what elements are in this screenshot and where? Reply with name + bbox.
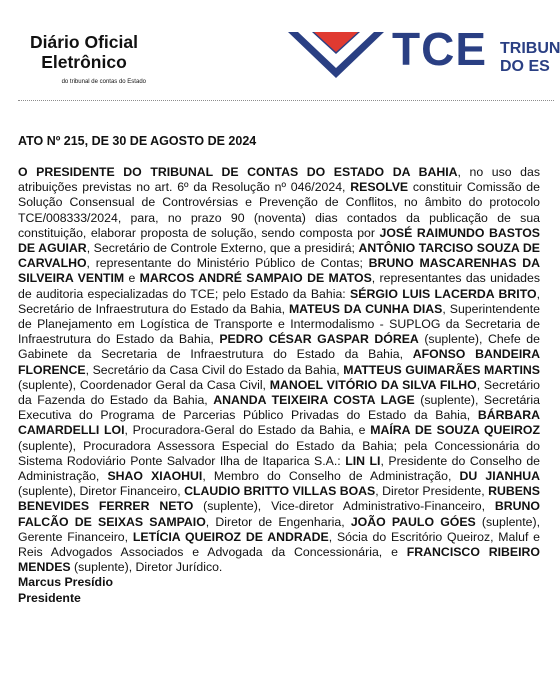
- act-text-segment: (suplente), Coordenador Geral da Casa Civil,: [18, 377, 270, 392]
- tce-logo-text: TCE: [392, 23, 487, 75]
- act-emphasis-text: FRANCISCO RIBEIRO MENDES: [18, 545, 540, 575]
- act-emphasis-text: JOÃO PAULO GÓES: [350, 514, 476, 529]
- act-emphasis-text: JOSÉ RAIMUNDO BASTOS DE AGUIAR: [18, 225, 540, 256]
- act-text-segment: , representantes das unidades de auditoria especializadas do TCE; pelo Estado da Bahia:: [18, 271, 540, 301]
- act-emphasis-text: DU JIANHUA: [459, 469, 541, 484]
- header-divider: [18, 100, 554, 101]
- act-text-segment: , Secretário da Fazenda do Estado da Bahia,: [18, 377, 540, 408]
- act-text-segment: , Procuradora-Geral do Estado da Bahia, e: [124, 423, 371, 438]
- act-emphasis-text: MATTEUS GUIMARÃES MARTINS: [343, 362, 540, 377]
- act-text-segment: , representante do Ministério Público de Contas;: [86, 256, 369, 271]
- diario-oficial-brand: [18, 32, 150, 86]
- act-text-segment: (suplente), Diretor Jurídico.: [70, 560, 223, 575]
- act-text-segment: , Membro do Conselho de Administração,: [202, 469, 460, 484]
- act-text-segment: (suplente), Chefe de Gabinete da Secretaria de Infraestrutura do Estado da Bahia,: [18, 332, 540, 362]
- act-text-segment: , Diretor Presidente,: [375, 484, 489, 499]
- act-title: ATO Nº 215, DE 30 DE AGOSTO DE 2024: [18, 134, 257, 148]
- act-emphasis-text: MATEUS DA CUNHA DIAS: [288, 301, 443, 316]
- tribunal-line1: TRIBUN: [500, 40, 560, 57]
- act-document: [18, 134, 540, 606]
- brand-subtitle: do tribunal de contas do Estado: [61, 79, 146, 85]
- act-emphasis-text: MANOEL VITÓRIO DA SILVA FILHO: [269, 377, 477, 392]
- brand-title-line1: Diário Oficial: [30, 32, 138, 52]
- act-text-segment: , Superintendente de Planejamento em Logística de Transporte e Intermodalismo - SUPLOG da Secretaria de Infraestrutura do Estado da Bahia,: [18, 301, 540, 347]
- act-emphasis-text: BÁRBARA CAMARDELLI LOI: [18, 408, 540, 438]
- act-text-segment: , Diretor de Engenharia,: [205, 514, 351, 529]
- act-emphasis-text: O PRESIDENTE DO TRIBUNAL DE CONTAS DO ESTADO DA BAHIA: [18, 165, 458, 179]
- act-emphasis-text: AFONSO BANDEIRA FLORENCE: [18, 347, 540, 377]
- act-text-segment: constituir Comissão de Solução Consensual de Controvérsias e Prevenção de Conflitos, no âmbito do protocolo TCE/008333/2024, para, no prazo 90 (noventa) dias contados da publicação de sua constituição, elaborar proposta de solução, sendo composta por: [18, 180, 540, 240]
- act-text-segment: (suplente), Procuradora Assessora Especial do Estado da Bahia; pela Concessionária do Sistema Rodoviário Ponte Salvador Ilha de Itaparica S.A.:: [18, 438, 540, 468]
- act-emphasis-text: SÉRGIO LUIS LACERDA BRITO: [350, 286, 537, 301]
- tribunal-line2: DO ES: [500, 58, 550, 75]
- act-text-segment: e: [124, 271, 140, 286]
- act-emphasis-text: BRUNO FALCÃO DE SEIXAS SAMPAIO: [18, 499, 540, 529]
- act-emphasis-text: ANANDA TEIXEIRA COSTA LAGE: [213, 393, 415, 408]
- act-text-segment: , Sócia do Escritório Queiroz, Maluf e Reis Advogados Associados e Advogada da Concessionária, e: [18, 529, 540, 560]
- act-emphasis-text: CLAUDIO BRITTO VILLAS BOAS: [184, 484, 376, 499]
- signature-role: Presidente: [18, 590, 81, 605]
- act-emphasis-text: RESOLVE: [350, 180, 409, 195]
- act-text-segment: , Secretário da Casa Civil do Estado da Bahia,: [85, 362, 344, 377]
- act-emphasis-text: MARCOS ANDRÉ SAMPAIO DE MATOS: [139, 271, 372, 286]
- act-emphasis-text: LIN LI: [345, 453, 381, 468]
- act-body-text: [18, 165, 540, 575]
- act-emphasis-text: SHAO XIAOHUI: [107, 469, 203, 484]
- act-text-segment: (suplente), Vice-diretor Administrativo-Financeiro,: [193, 499, 495, 514]
- act-emphasis-text: PEDRO CÉSAR GASPAR DÓREA: [219, 332, 419, 347]
- act-emphasis-text: RUBENS BENEVIDES FERRER NETO: [18, 484, 540, 514]
- tribunal-heading: [500, 40, 560, 76]
- act-emphasis-text: ANTÔNIO TARCISO SOUZA DE CARVALHO: [18, 241, 540, 271]
- brand-title-line2: Eletrônico: [41, 52, 127, 72]
- page-header: [0, 0, 560, 104]
- act-text-segment: (suplente), Secretária Executiva do Programa de Parcerias Público Privadas do Estado da Bahia,: [18, 393, 540, 423]
- tce-logo-icon: [288, 32, 384, 78]
- act-emphasis-text: MAÍRA DE SOUZA QUEIROZ: [370, 423, 540, 438]
- signature-name: Marcus Presídio: [18, 575, 113, 590]
- act-text-segment: , Secretário de Infraestrutura do Estado da Bahia,: [18, 286, 540, 316]
- act-text-segment: , Presidente do Conselho de Administração,: [18, 453, 540, 484]
- act-text-segment: , Secretário de Controle Externo, que a presidirá;: [86, 241, 359, 256]
- act-emphasis-text: LETÍCIA QUEIROZ DE ANDRADE: [132, 529, 329, 544]
- act-emphasis-text: BRUNO MASCARENHAS DA SILVEIRA VENTIM: [18, 256, 540, 286]
- act-text-segment: , no uso das atribuições previstas no art. 6º da Resolução nº 046/2024,: [18, 165, 540, 195]
- act-text-segment: (suplente), Diretor Financeiro,: [18, 484, 185, 499]
- act-text-segment: (suplente), Gerente Financeiro,: [18, 514, 541, 544]
